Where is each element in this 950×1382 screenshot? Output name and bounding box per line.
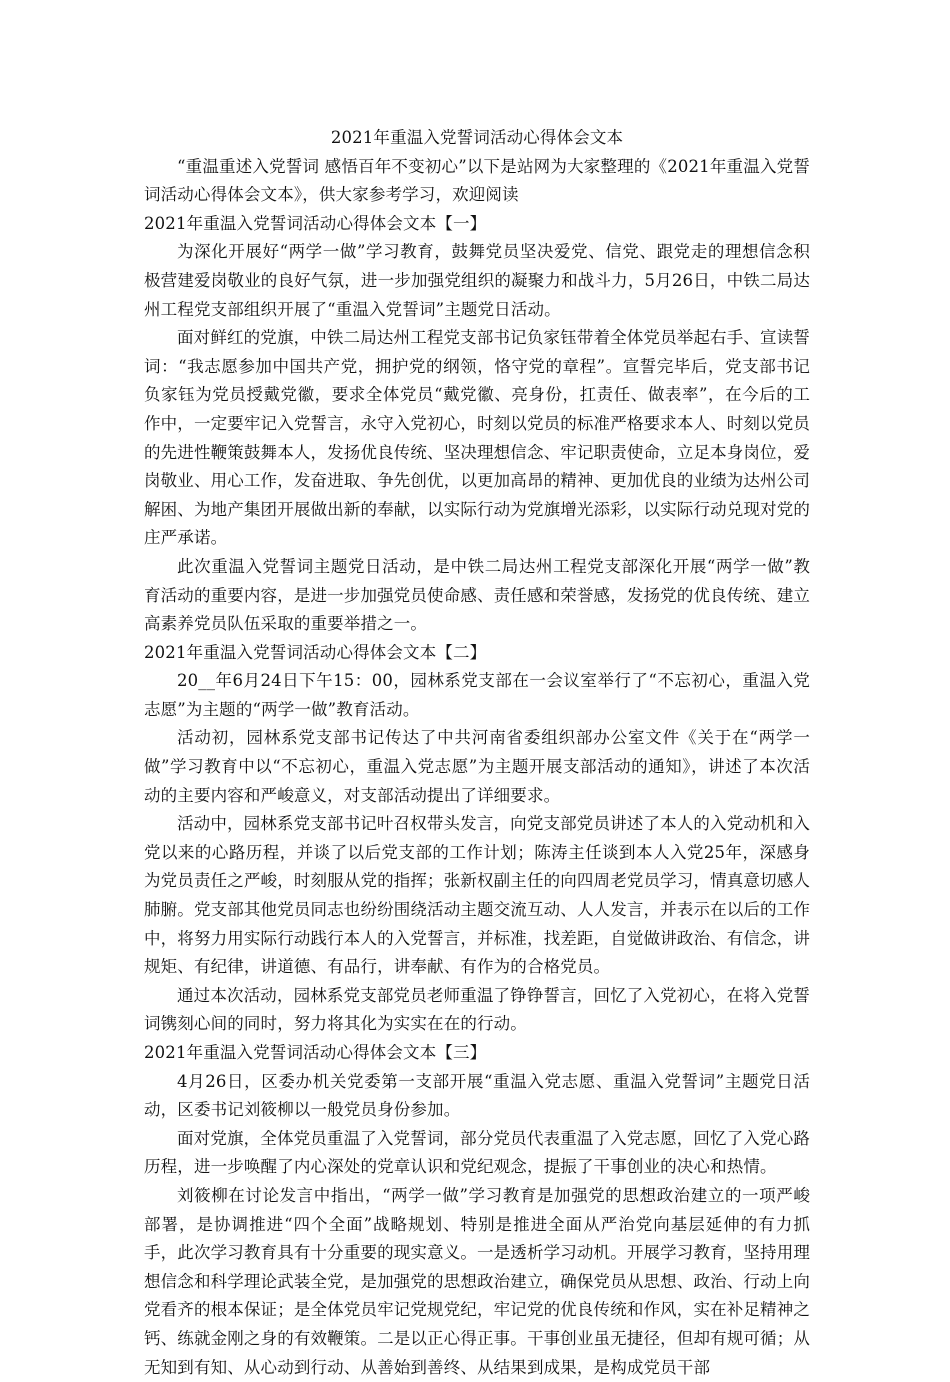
intro-paragraph: “重温重述入党誓词 感悟百年不变初心”以下是站网为大家整理的《2021年重温入党誓词活动心得体会文本》，供大家参考学习，欢迎阅读 (144, 156, 810, 205)
section-2-paragraph: 活动中，园林系党支部书记叶召权带头发言，向党支部党员讲述了本人的入党动机和入党以来的心路历程，并谈了以后党支部的工作计划；陈涛主任谈到本人入党25年，深感身为党员责任之严峻，时刻服从党的指挥；张新权副主任的向四周老党员学习，情真意切感人肺腑。党支部其他党员同志也纷纷围绕活动主题交流互动、人人发言，并表示在以后的工作中，将努力用实际行动践行本人的入党誓言，并标准，找差距，自觉做讲政治、有信念，讲规矩、有纪律，讲道德、有品行，讲奉献、有作为的合格党员。 (144, 814, 810, 977)
section-1-paragraph: 此次重温入党誓词主题党日活动，是中铁二局达州工程党支部深化开展“两学一做”教育活动的重要内容，是进一步加强党员使命感、责任感和荣誉感，发扬党的优良传统、建立高素养党员队伍采取的重要举措之一。 (144, 556, 810, 634)
document-page (144, 124, 810, 1382)
section-2-paragraph: 20__年6月24日下午15：00，园林系党支部在一会议室举行了“不忘初心，重温入党志愿”为主题的“两学一做”教育活动。 (144, 671, 810, 719)
section-1-paragraph: 为深化开展好“两学一做”学习教育，鼓舞党员坚决爱党、信党、跟党走的理想信念积极营建爱岗敬业的良好气氛，进一步加强党组织的凝聚力和战斗力，5月26日，中铁二局达州工程党支部组织开展了“重温入党誓词”主题党日活动。 (144, 242, 810, 319)
section-1-paragraph: 面对鲜红的党旗，中铁二局达州工程党支部书记负家钰带着全体党员举起右手、宣读誓词：“我志愿参加中国共产党，拥护党的纲领，恪守党的章程”。宣誓完毕后，党支部书记负家钰为党员授戴党徽，要求全体党员“戴党徽、亮身份，扛责任、做表率”，在今后的工作中，一定要牢记入党誓言，永守入党初心，时刻以党员的标准严格要求本人、时刻以党员的先进性鞭策鼓舞本人，发扬优良传统、坚决理想信念、牢记职责使命，立足本身岗位，爱岗敬业、用心工作，发奋进取、争先创优，以更加高昂的精神、更加优良的业绩为达州公司解困、为地产集团开展做出新的奉献，以实际行动为党旗增光添彩，以实际行动兑现对党的庄严承诺。 (144, 328, 810, 548)
section-3-paragraph: 面对党旗，全体党员重温了入党誓词，部分党员代表重温了入党志愿，回忆了入党心路历程，进一步唤醒了内心深处的党章认识和党纪观念，提振了干事创业的决心和热情。 (144, 1128, 810, 1177)
section-heading-1: 2021年重温入党誓词活动心得体会文本【一】 (144, 213, 487, 233)
document-title: 2021年重温入党誓词活动心得体会文本 (330, 128, 624, 147)
section-2-paragraph: 通过本次活动，园林系党支部党员老师重温了铮铮誓言，回忆了入党初心，在将入党誓词镌刻心间的同时，努力将其化为实实在在的行动。 (144, 985, 810, 1034)
section-3-paragraph: 刘筱柳在讨论发言中指出，“两学一做”学习教育是加强党的思想政治建立的一项严峻部署，是协调推进“四个全面”战略规划、特别是推进全面从严治党向基层延伸的有力抓手，此次学习教育具有十分重要的现实意义。一是透析学习动机。开展学习教育，坚持用理想信念和科学理论武装全党，是加强党的思想政治建立，确保党员从思想、政治、行动上向党看齐的根本保证；是全体党员牢记党规党纪，牢记党的优良传统和作风，实在补足精神之钙、练就金刚之身的有效鞭策。二是以正心得正事。干事创业虽无捷径，但却有规可循；从无知到有知、从心动到行动、从善始到善终、从结果到成果，是构成党员干部 (144, 1185, 810, 1377)
section-heading-3: 2021年重温入党誓词活动心得体会文本【三】 (144, 1043, 487, 1062)
section-3-paragraph: 4月26日，区委办机关党委第一支部开展“重温入党志愿、重温入党誓词”主题党日活动，区委书记刘筱柳以一般党员身份参加。 (144, 1071, 810, 1120)
section-2-paragraph: 活动初，园林系党支部书记传达了中共河南省委组织部办公室文件《关于在“两学一做”学习教育中以“不忘初心，重温入党志愿”为主题开展支部活动的通知》，讲述了本次活动的主要内容和严峻意义，对支部活动提出了详细要求。 (144, 728, 810, 805)
section-heading-2: 2021年重温入党誓词活动心得体会文本【二】 (144, 642, 487, 662)
